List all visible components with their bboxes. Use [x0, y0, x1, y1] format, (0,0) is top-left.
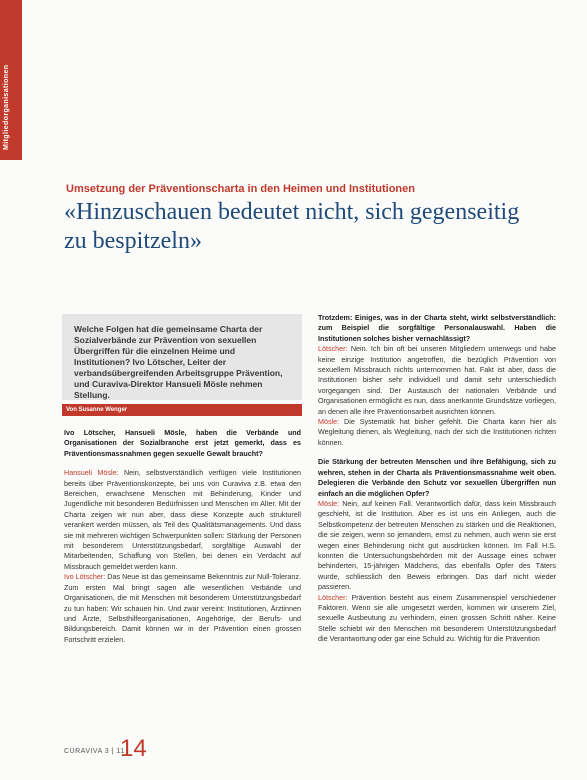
speaker: Lötscher: [318, 592, 348, 602]
question: Ivo Lötscher, Hansueli Mösle, haben die Verbände und Organisationen der Sozialbranche erst jetzt gemerkt, dass es Präventionsmassnahmen gegen sexuelle Gewalt braucht? [64, 428, 301, 458]
answer-text: Nein. Ich bin oft bei unseren Mitgliedern unterwegs und habe keine einzige Institution angetroffen, die bezüglich Prävention von sexuellem Missbrauch nichts unternommen hat. Fakt ist aber, dass die Institutionen bisher sehr individuell und damit sehr unterschiedlich vorgegangen sind. Der Austausch der nationalen Verbände und Organisationen ermöglicht es nun, dass anerkannte Grundsätze vorliegen, an denen alle ihre Präventionsarbeit ausrichten können. [318, 344, 556, 416]
answer-text: Die Systematik hat bisher gefehlt. Die Charta kann hier als Wegleitung dienen, als Wegleitung, nach der sich die Institutionen richten können. [318, 417, 556, 447]
section-sidebar [0, 0, 22, 160]
answer-text: Prävention besteht aus einem Zusammenspiel verschiedener Faktoren. Wenn sie alle umgesetzt werden, kommen wir unserem Ziel, sexuelle Ausbeutung zu verhindern, einen grossen Schritt näher. Keine Stelle schiebt wir den Menschen mit besonderem Unterstützungsbedarf die Verantwortung oder gar eine Schuld zu. Wichtig für die Prävention [318, 592, 556, 644]
speaker: Hansueli Mösle: [64, 468, 119, 478]
page-number: 14 [120, 735, 147, 762]
speaker: Mösle: [318, 417, 340, 427]
footer-brand: CURAVIVA 3 | 11 [64, 748, 125, 755]
speaker: Ivo Lötscher: [64, 572, 106, 582]
speaker: Mösle: [318, 498, 340, 508]
answer [64, 468, 301, 645]
article-headline: «Hinzuschauen bedeutet nicht, sich gegenseitig zu bespitzeln» [64, 199, 520, 254]
section-label: Mitgliedorganisationen [3, 64, 10, 150]
question: Trotzdem: Einiges, was in der Charta steht, wirkt selbstverständlich: zum Beispiel die sorgfältige Personalauswahl. Haben die Institutionen solches bisher vernachlässigt? [318, 313, 556, 343]
author-byline: Von Susanne Wenger [62, 404, 302, 416]
article-kicker: Umsetzung der Präventionscharta in den Heimen und Institutionen [66, 183, 415, 195]
right-column [318, 313, 556, 773]
answer-text: Nein, auf keinen Fall. Verantwortlich dafür, dass kein Missbrauch geschieht, ist die Institution. Aber es ist uns ein Anliegen, auch die Selbstkompetenz der betreuten Menschen zu stärken und die Reaktionen, die sie zeigen, wenn so jemandem, ernst zu nehmen, auch wenn sie erst wegen einer Behinderung nicht gut ausdrücken können. Im Fall H.S. konnten die Untersuchungsbehörden mit der Aussage eines schwer behinderten, 15-jährigen Mädchens, das ebenfalls Opfer des Täters wurde, schliesslich den Beweis erbringen. Das darf nicht wieder passieren. [318, 498, 556, 592]
left-column [64, 428, 301, 728]
qa-block [318, 313, 556, 448]
intro-box [62, 314, 302, 400]
intro-text: Welche Folgen hat die gemeinsame Charta der Sozialverbände zur Prävention von sexuellen Übergriffen für die einzelnen Heime und Institutionen? Ivo Lötscher, Leiter der verbandsübergreifenden Arbeitsgruppe Prävention, und Curaviva-Direktor Hansueli Mösle nehmen Stellung. [74, 324, 283, 400]
question: Die Stärkung der betreuten Menschen und ihre Befähigung, sich zu wehren, stehen in der Charta als Präventionsmassnahme weit oben. Delegieren die Verbände den Schutz vor sexuellen Übergriffen nun einfach an die möglichen Opfer? [318, 457, 556, 498]
answer-text: Nein, selbstverständlich verfügen viele Institutionen bereits über Präventionskonzepte, bei uns von Curaviva z.B. etwa den Bereichen, erwachsene Menschen mit Behinderung, Kinder und Jugendliche mit besonderen Bedürfnissen und Menschen im Alter. Mit der Charta zeigen wir nun aber, dass diese Konzepte auch strukturell verankert werden müssen, als Teil des Qualitätsmanagements. Und dass sie mit mehreren wichtigen Schwerpunkten sollen: Stärkung der Personen mit besonderem Unterstützungsbedarf, sorgfältige Auswahl der Mitarbeitenden, Schaffung von Stellen, bei denen ein Verdacht auf Missbrauch gemeldet werden kann. [64, 468, 301, 571]
speaker: Lötscher: [318, 344, 348, 354]
answer-text: Das Neue ist das gemeinsame Bekenntnis zur Null-Toleranz. Zum ersten Mal bringt sagen alle wesentlichen Verbände und Organisationen, die mit Menschen mit besonderem Unterstützungsbedarf zu tun haben: Wir schauen hin. Und zwar vereint: Institutionen, Ärztinnen und Ärzte, Selbsthilfeorganisationen, Angehörige, der Berufs- und Bildungsbereich. Damit können wir in der Prävention einen grossen Fortschritt erzielen. [64, 572, 301, 644]
qa-block [318, 457, 556, 644]
